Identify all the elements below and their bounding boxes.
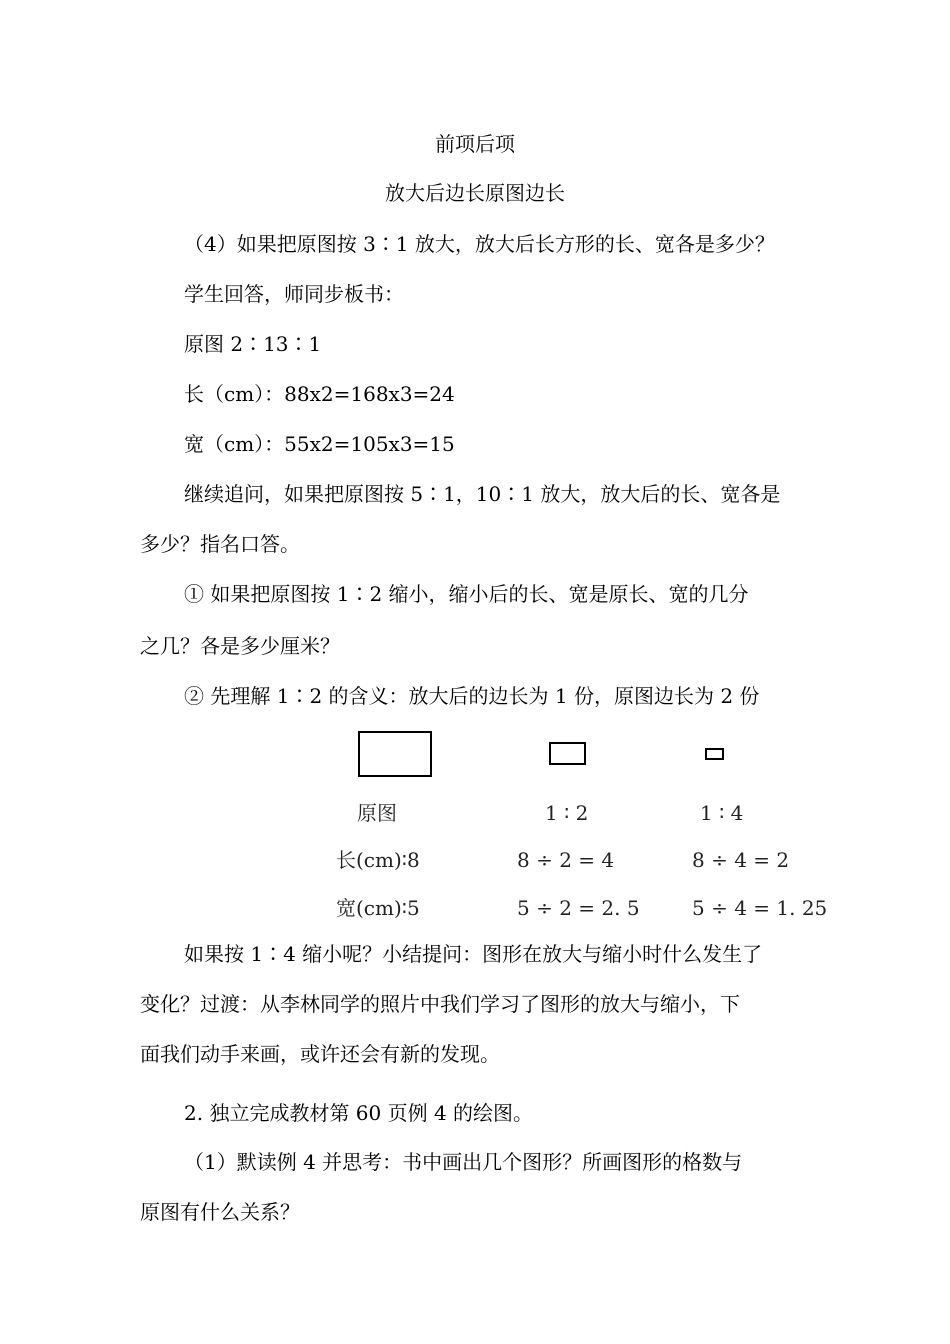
paragraph-student-answer: 学生回答，师同步板书：: [184, 282, 404, 306]
figure-label-ratio-1-4: 1 ∶ 4: [700, 801, 744, 825]
heading-side-lengths: 放大后边长原图边长: [385, 181, 565, 205]
paragraph-read-example-line1: （1）默读例 4 并思考：书中画出几个图形？所画图形的格数与: [184, 1150, 743, 1174]
paragraph-follow-up-line1: 继续追问，如果把原图按 5∶1，10∶1 放大，放大后的长、宽各是: [184, 482, 781, 506]
original-rectangle: [358, 731, 432, 777]
paragraph-width-calc: 宽（cm）：55x2=105x3=15: [184, 432, 455, 456]
figure-quarter-width: 5 ÷ 4 = 1. 25: [692, 896, 828, 920]
paragraph-original-ratio: 原图 2∶13∶1: [184, 332, 322, 356]
paragraph-shrink-question-line1: ① 如果把原图按 1∶2 缩小，缩小后的长、宽是原长、宽的几分: [184, 582, 749, 606]
paragraph-read-example-line2: 原图有什么关系？: [140, 1200, 300, 1224]
paragraph-length-calc: 长（cm）：88x2=168x3=24: [184, 382, 455, 406]
paragraph-shrink-question-line2: 之几？各是多少厘米？: [140, 634, 340, 658]
paragraph-follow-up-line2: 多少？指名口答。: [140, 532, 300, 556]
figure-label-original: 原图: [357, 801, 397, 825]
paragraph-summary-line2: 变化？过渡：从李林同学的照片中我们学习了图形的放大与缩小，下: [140, 992, 740, 1016]
half-scale-rectangle: [549, 742, 586, 765]
heading-ratio-terms: 前项后项: [435, 132, 515, 156]
paragraph-summary-line1: 如果按 1∶4 缩小呢？小结提问：图形在放大与缩小时什么发生了: [184, 942, 763, 966]
paragraph-ratio-meaning: ② 先理解 1∶2 的含义：放大后的边长为 1 份，原图边长为 2 份: [184, 684, 760, 708]
paragraph-task-2: 2. 独立完成教材第 60 页例 4 的绘图。: [184, 1101, 534, 1125]
quarter-scale-rectangle: [705, 748, 724, 760]
figure-original-length: 长(cm)∶8: [336, 848, 420, 872]
figure-original-width: 宽(cm)∶5: [336, 896, 420, 920]
figure-quarter-length: 8 ÷ 4 = 2: [692, 848, 790, 872]
paragraph-enlarge-question: （4）如果把原图按 3∶1 放大，放大后长方形的长、宽各是多少？: [184, 232, 775, 256]
paragraph-summary-line3: 面我们动手来画，或许还会有新的发现。: [140, 1042, 500, 1066]
figure-half-width: 5 ÷ 2 = 2. 5: [517, 896, 640, 920]
figure-label-ratio-1-2: 1 ∶ 2: [545, 801, 589, 825]
figure-half-length: 8 ÷ 2 = 4: [517, 848, 615, 872]
